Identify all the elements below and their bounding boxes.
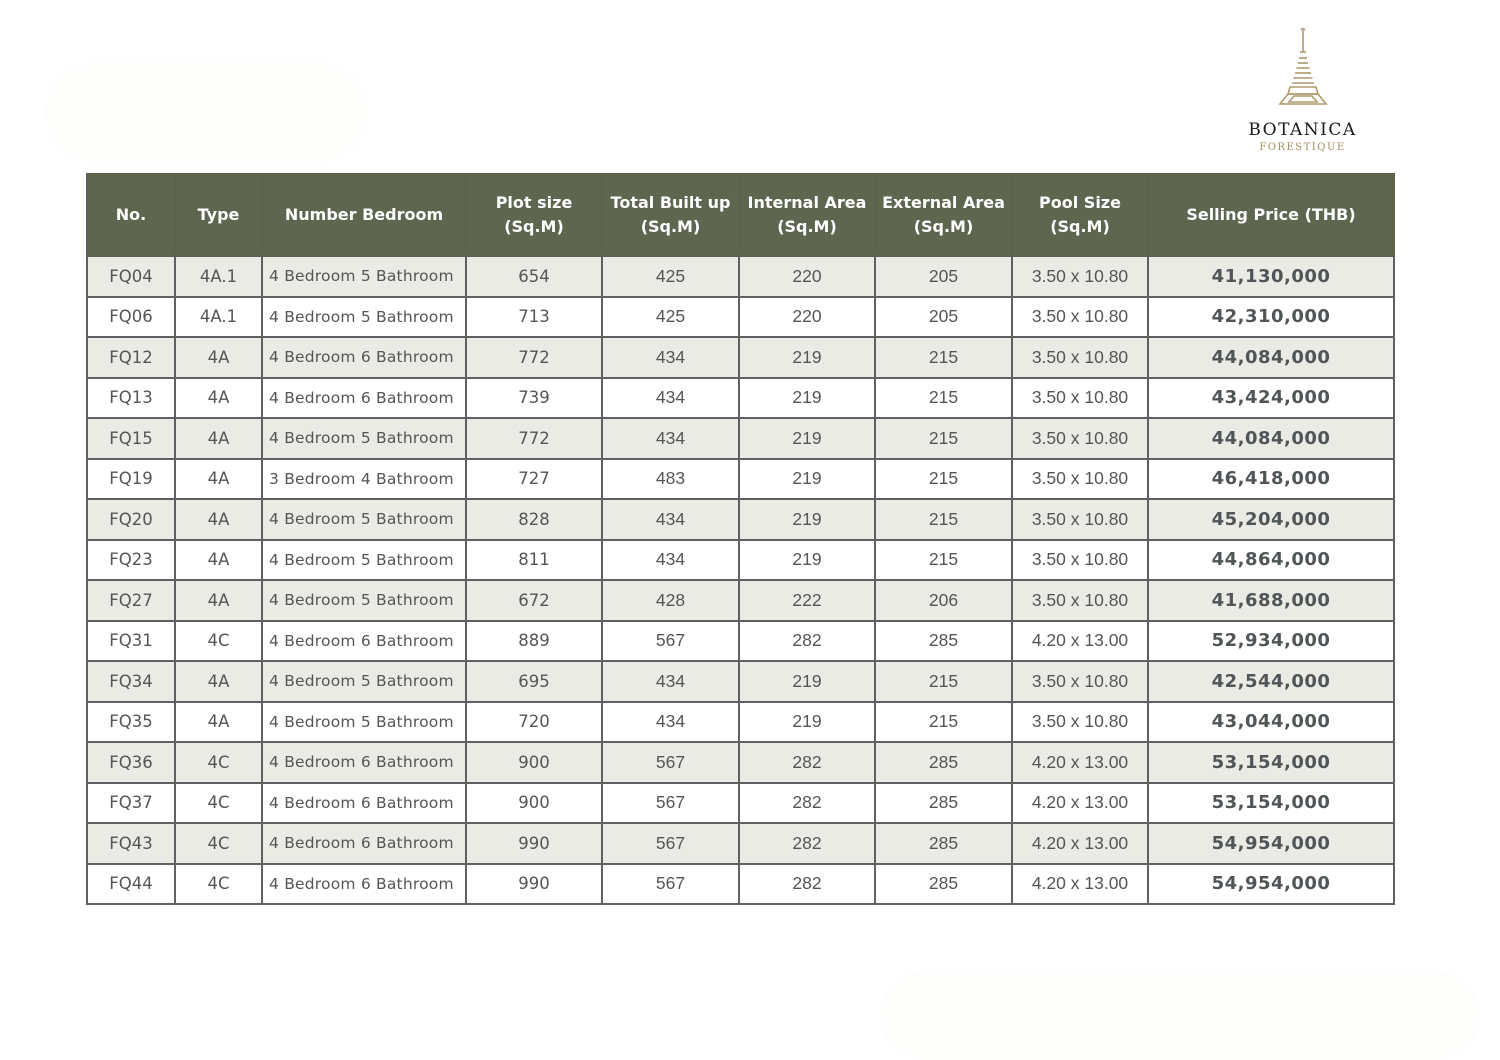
cell-total-built-up: 434 (602, 418, 739, 459)
header-external-area (875, 174, 1012, 256)
table-row (87, 459, 1394, 500)
cell-total-built-up: 567 (602, 621, 739, 662)
cell-type: 4C (175, 864, 262, 905)
cell-external-area: 285 (875, 864, 1012, 905)
cell-external-area: 215 (875, 661, 1012, 702)
header-label: Pool Size (1039, 193, 1121, 212)
cell-type: 4A (175, 499, 262, 540)
cell-pool-size: 3.50 x 10.80 (1012, 702, 1148, 743)
cell-external-area: 215 (875, 499, 1012, 540)
table-body (87, 256, 1394, 904)
cell-total-built-up: 434 (602, 702, 739, 743)
cell-pool-size: 3.50 x 10.80 (1012, 378, 1148, 419)
cell-plot-size: 695 (466, 661, 602, 702)
brand-logo (1225, 28, 1380, 163)
header-unit: (Sq.M) (913, 217, 974, 236)
cell-no: FQ04 (87, 256, 175, 297)
cell-internal-area: 219 (739, 540, 875, 581)
cell-type: 4A (175, 418, 262, 459)
header-pool-size (1012, 174, 1148, 256)
table-row (87, 580, 1394, 621)
cell-no: FQ37 (87, 783, 175, 824)
cell-no: FQ12 (87, 337, 175, 378)
cell-type: 4A (175, 337, 262, 378)
cell-pool-size: 3.50 x 10.80 (1012, 661, 1148, 702)
cell-bedrooms: 4 Bedroom 5 Bathroom (262, 540, 466, 581)
table-row (87, 823, 1394, 864)
cell-plot-size: 990 (466, 864, 602, 905)
cell-type: 4A (175, 459, 262, 500)
cell-pool-size: 3.50 x 10.80 (1012, 256, 1148, 297)
cell-type: 4C (175, 783, 262, 824)
cell-no: FQ20 (87, 499, 175, 540)
cell-internal-area: 219 (739, 378, 875, 419)
cell-internal-area: 282 (739, 621, 875, 662)
table-row (87, 702, 1394, 743)
cell-pool-size: 3.50 x 10.80 (1012, 580, 1148, 621)
pagoda-icon (1268, 28, 1338, 108)
cell-selling-price: 42,544,000 (1148, 661, 1394, 702)
cell-plot-size: 772 (466, 418, 602, 459)
header-type (175, 174, 262, 256)
cell-type: 4A (175, 540, 262, 581)
cell-plot-size: 828 (466, 499, 602, 540)
cell-internal-area: 219 (739, 459, 875, 500)
cell-pool-size: 3.50 x 10.80 (1012, 540, 1148, 581)
cell-plot-size: 720 (466, 702, 602, 743)
cell-no: FQ19 (87, 459, 175, 500)
cell-selling-price: 42,310,000 (1148, 297, 1394, 338)
cell-selling-price: 43,424,000 (1148, 378, 1394, 419)
cell-type: 4C (175, 742, 262, 783)
cell-internal-area: 282 (739, 783, 875, 824)
cell-no: FQ15 (87, 418, 175, 459)
cell-external-area: 206 (875, 580, 1012, 621)
header-label: Plot size (495, 193, 573, 212)
cell-external-area: 215 (875, 459, 1012, 500)
cell-no: FQ31 (87, 621, 175, 662)
cell-plot-size: 713 (466, 297, 602, 338)
header-label: Type (197, 205, 240, 224)
cell-internal-area: 219 (739, 661, 875, 702)
cell-selling-price: 44,084,000 (1148, 337, 1394, 378)
cell-pool-size: 3.50 x 10.80 (1012, 297, 1148, 338)
cell-no: FQ27 (87, 580, 175, 621)
cell-total-built-up: 428 (602, 580, 739, 621)
header-label: Selling Price (THB) (1186, 205, 1356, 224)
cell-plot-size: 900 (466, 783, 602, 824)
cell-total-built-up: 434 (602, 499, 739, 540)
cell-no: FQ13 (87, 378, 175, 419)
cell-plot-size: 654 (466, 256, 602, 297)
header-unit: (Sq.M) (1050, 217, 1110, 236)
cell-bedrooms: 4 Bedroom 6 Bathroom (262, 742, 466, 783)
header-no (87, 174, 175, 256)
cell-bedrooms: 3 Bedroom 4 Bathroom (262, 459, 466, 500)
table-row (87, 256, 1394, 297)
cell-pool-size: 4.20 x 13.00 (1012, 823, 1148, 864)
header-unit: (Sq.M) (504, 217, 564, 236)
cell-internal-area: 222 (739, 580, 875, 621)
cell-plot-size: 900 (466, 742, 602, 783)
cell-selling-price: 54,954,000 (1148, 864, 1394, 905)
price-table (86, 173, 1395, 905)
table-row (87, 783, 1394, 824)
header-label: Total Built up (610, 193, 731, 212)
cell-plot-size: 672 (466, 580, 602, 621)
header-label: No. (115, 205, 147, 224)
cell-selling-price: 44,084,000 (1148, 418, 1394, 459)
cell-external-area: 205 (875, 256, 1012, 297)
cell-external-area: 285 (875, 742, 1012, 783)
cell-bedrooms: 4 Bedroom 6 Bathroom (262, 621, 466, 662)
cell-pool-size: 4.20 x 13.00 (1012, 864, 1148, 905)
cell-internal-area: 220 (739, 297, 875, 338)
cell-no: FQ44 (87, 864, 175, 905)
cell-bedrooms: 4 Bedroom 5 Bathroom (262, 297, 466, 338)
cell-selling-price: 53,154,000 (1148, 742, 1394, 783)
table-row (87, 337, 1394, 378)
cell-total-built-up: 567 (602, 864, 739, 905)
cell-selling-price: 46,418,000 (1148, 459, 1394, 500)
cell-internal-area: 282 (739, 864, 875, 905)
cell-no: FQ36 (87, 742, 175, 783)
cell-type: 4A (175, 580, 262, 621)
cell-type: 4A (175, 378, 262, 419)
cell-type: 4A (175, 702, 262, 743)
header-plot-size (466, 174, 602, 256)
cell-external-area: 215 (875, 540, 1012, 581)
table-row (87, 540, 1394, 581)
cell-bedrooms: 4 Bedroom 5 Bathroom (262, 702, 466, 743)
header-unit: (Sq.M) (777, 217, 837, 236)
header-internal-area (739, 174, 875, 256)
cell-bedrooms: 4 Bedroom 5 Bathroom (262, 661, 466, 702)
cell-plot-size: 990 (466, 823, 602, 864)
cell-type: 4A (175, 661, 262, 702)
header-total-built-up (602, 174, 739, 256)
cell-selling-price: 41,130,000 (1148, 256, 1394, 297)
cell-total-built-up: 434 (602, 540, 739, 581)
cell-pool-size: 3.50 x 10.80 (1012, 499, 1148, 540)
cell-selling-price: 44,864,000 (1148, 540, 1394, 581)
cell-total-built-up: 434 (602, 337, 739, 378)
table-row (87, 661, 1394, 702)
cell-selling-price: 53,154,000 (1148, 783, 1394, 824)
cell-no: FQ06 (87, 297, 175, 338)
cell-internal-area: 219 (739, 499, 875, 540)
cell-bedrooms: 4 Bedroom 5 Bathroom (262, 499, 466, 540)
cell-bedrooms: 4 Bedroom 5 Bathroom (262, 580, 466, 621)
cell-no: FQ43 (87, 823, 175, 864)
cell-internal-area: 219 (739, 702, 875, 743)
cell-external-area: 215 (875, 418, 1012, 459)
cell-bedrooms: 4 Bedroom 6 Bathroom (262, 864, 466, 905)
cell-selling-price: 43,044,000 (1148, 702, 1394, 743)
cell-pool-size: 3.50 x 10.80 (1012, 459, 1148, 500)
cell-pool-size: 4.20 x 13.00 (1012, 621, 1148, 662)
cell-total-built-up: 434 (602, 661, 739, 702)
header-label: External Area (882, 193, 1005, 212)
header-label: Number Bedroom (284, 205, 444, 224)
cell-bedrooms: 4 Bedroom 6 Bathroom (262, 378, 466, 419)
cell-internal-area: 282 (739, 823, 875, 864)
cell-type: 4C (175, 823, 262, 864)
cell-no: FQ23 (87, 540, 175, 581)
cell-internal-area: 219 (739, 337, 875, 378)
cell-no: FQ35 (87, 702, 175, 743)
table-row (87, 621, 1394, 662)
cell-type: 4C (175, 621, 262, 662)
cell-selling-price: 54,954,000 (1148, 823, 1394, 864)
table-row (87, 742, 1394, 783)
brand-name: BOTANICA (1248, 120, 1357, 140)
cell-selling-price: 52,934,000 (1148, 621, 1394, 662)
faded-footer-watermark (880, 970, 1480, 1060)
cell-plot-size: 811 (466, 540, 602, 581)
cell-total-built-up: 425 (602, 256, 739, 297)
header-bedrooms (262, 174, 466, 256)
cell-selling-price: 41,688,000 (1148, 580, 1394, 621)
header-label: Internal Area (747, 193, 867, 212)
cell-total-built-up: 425 (602, 297, 739, 338)
cell-pool-size: 3.50 x 10.80 (1012, 337, 1148, 378)
cell-plot-size: 889 (466, 621, 602, 662)
cell-external-area: 215 (875, 702, 1012, 743)
table-header-row (87, 174, 1394, 256)
cell-external-area: 215 (875, 378, 1012, 419)
cell-type: 4A.1 (175, 256, 262, 297)
cell-total-built-up: 483 (602, 459, 739, 500)
cell-plot-size: 727 (466, 459, 602, 500)
cell-bedrooms: 4 Bedroom 5 Bathroom (262, 256, 466, 297)
table-row (87, 297, 1394, 338)
table-row (87, 418, 1394, 459)
cell-total-built-up: 567 (602, 823, 739, 864)
cell-external-area: 285 (875, 783, 1012, 824)
cell-total-built-up: 567 (602, 783, 739, 824)
table-row (87, 378, 1394, 419)
cell-pool-size: 4.20 x 13.00 (1012, 742, 1148, 783)
cell-external-area: 205 (875, 297, 1012, 338)
cell-total-built-up: 434 (602, 378, 739, 419)
cell-pool-size: 4.20 x 13.00 (1012, 783, 1148, 824)
cell-no: FQ34 (87, 661, 175, 702)
cell-external-area: 285 (875, 823, 1012, 864)
header-selling-price (1148, 174, 1394, 256)
cell-pool-size: 3.50 x 10.80 (1012, 418, 1148, 459)
cell-bedrooms: 4 Bedroom 5 Bathroom (262, 418, 466, 459)
cell-type: 4A.1 (175, 297, 262, 338)
table-row (87, 864, 1394, 905)
table-row (87, 499, 1394, 540)
faded-title-watermark (45, 62, 370, 162)
header-unit: (Sq.M) (640, 217, 701, 236)
cell-plot-size: 772 (466, 337, 602, 378)
cell-bedrooms: 4 Bedroom 6 Bathroom (262, 783, 466, 824)
cell-bedrooms: 4 Bedroom 6 Bathroom (262, 823, 466, 864)
cell-external-area: 215 (875, 337, 1012, 378)
cell-internal-area: 282 (739, 742, 875, 783)
cell-external-area: 285 (875, 621, 1012, 662)
brand-subtitle: FORESTIQUE (1259, 142, 1346, 153)
cell-internal-area: 220 (739, 256, 875, 297)
cell-internal-area: 219 (739, 418, 875, 459)
cell-bedrooms: 4 Bedroom 6 Bathroom (262, 337, 466, 378)
cell-plot-size: 739 (466, 378, 602, 419)
cell-selling-price: 45,204,000 (1148, 499, 1394, 540)
cell-total-built-up: 567 (602, 742, 739, 783)
